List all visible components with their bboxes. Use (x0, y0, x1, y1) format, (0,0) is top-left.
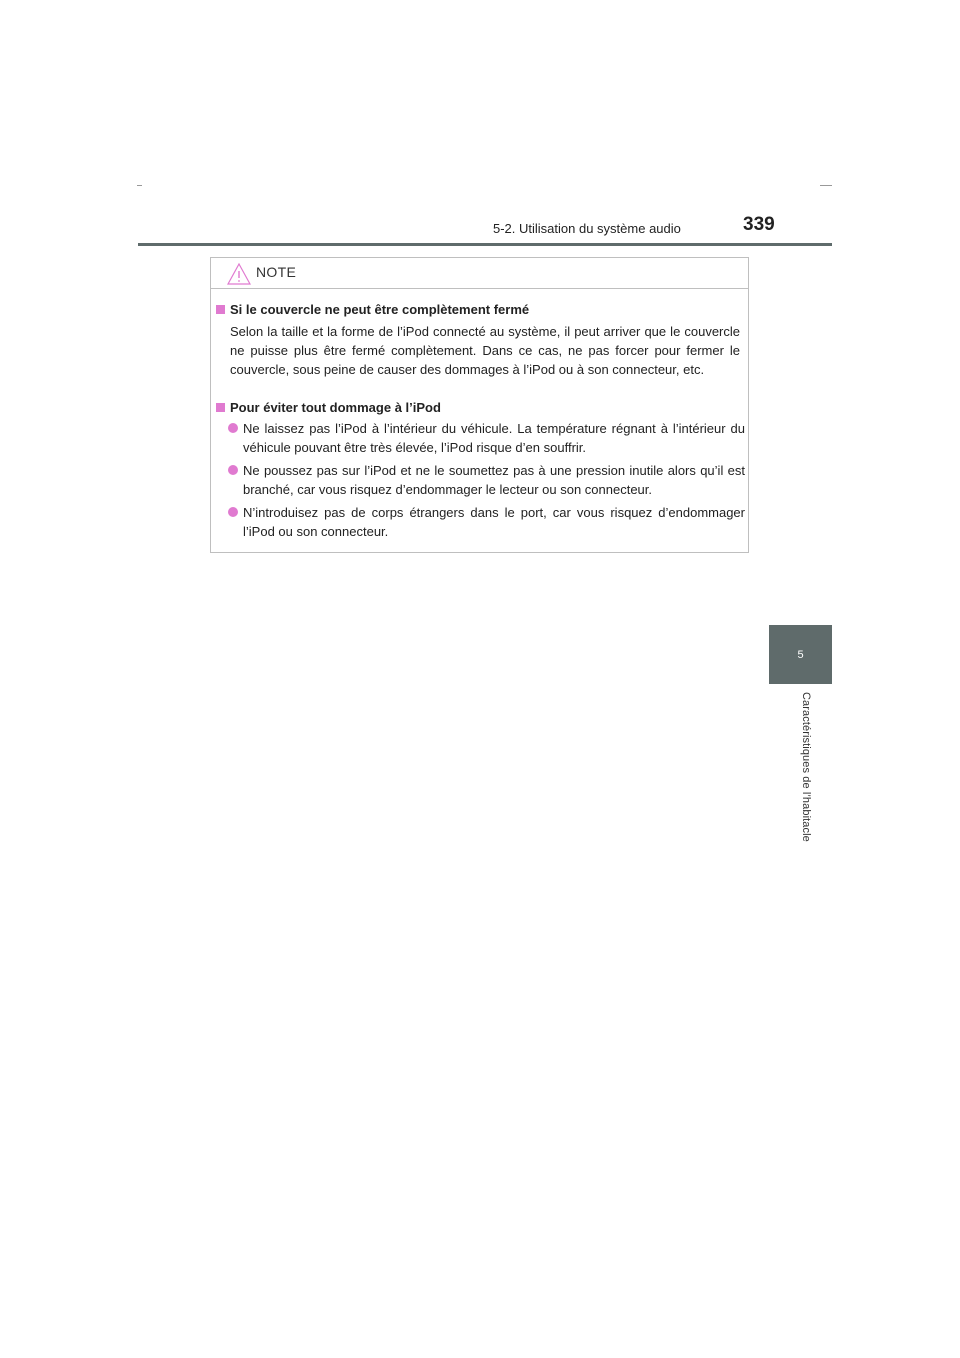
chapter-number: 5 (797, 648, 804, 661)
round-bullet-icon (228, 507, 238, 517)
header-rule (138, 243, 832, 246)
warning-triangle-icon (227, 263, 251, 290)
round-bullet-icon (228, 465, 238, 475)
square-bullet-icon (216, 305, 225, 314)
header-section-title: 5-2. Utilisation du système audio (493, 221, 681, 236)
heading-text: Si le couvercle ne peut être complètement fermé (230, 302, 530, 317)
page-number: 339 (743, 214, 775, 235)
round-bullet-icon (228, 423, 238, 433)
section-heading-cover (216, 302, 529, 317)
paragraph-cover: Selon la taille et la forme de l’iPod connecté au système, il peut arriver que le couvercle ne puisse plus être fermé complètement. Dans ce cas, ne pas forcer pour fermer le couvercle, sous peine de causer des dommages à l’iPod ou à son connecteur, etc. (230, 324, 740, 377)
crop-mark-left (137, 185, 142, 186)
list-item-text: Ne laissez pas l’iPod à l’intérieur du véhicule. La température régnant à l’intérieur du véhicule pouvant être très élevée, l’iPod risque d’en souffrir. (243, 421, 745, 455)
section-heading-ipod (216, 400, 441, 415)
list-item (225, 419, 745, 457)
square-bullet-icon (216, 403, 225, 412)
crop-mark-right (820, 185, 832, 186)
note-header (211, 258, 748, 289)
note-box (210, 257, 749, 553)
chapter-tab (769, 625, 832, 684)
note-title: NOTE (256, 264, 297, 280)
list-item-text: Ne poussez pas sur l’iPod et ne le soumettez pas à une pression inutile alors qu’il est branché, car vous risquez d’endommager le lecteur ou son connecteur. (243, 463, 745, 497)
heading-text: Pour éviter tout dommage à l’iPod (230, 400, 441, 415)
list-item (225, 461, 745, 499)
list-item (225, 503, 745, 541)
chapter-label: Caractéristiques de l’habitacle (800, 692, 812, 842)
list-item-text: N’introduisez pas de corps étrangers dans le port, car vous risquez d’endommager l’iPod ou son connecteur. (243, 505, 745, 539)
